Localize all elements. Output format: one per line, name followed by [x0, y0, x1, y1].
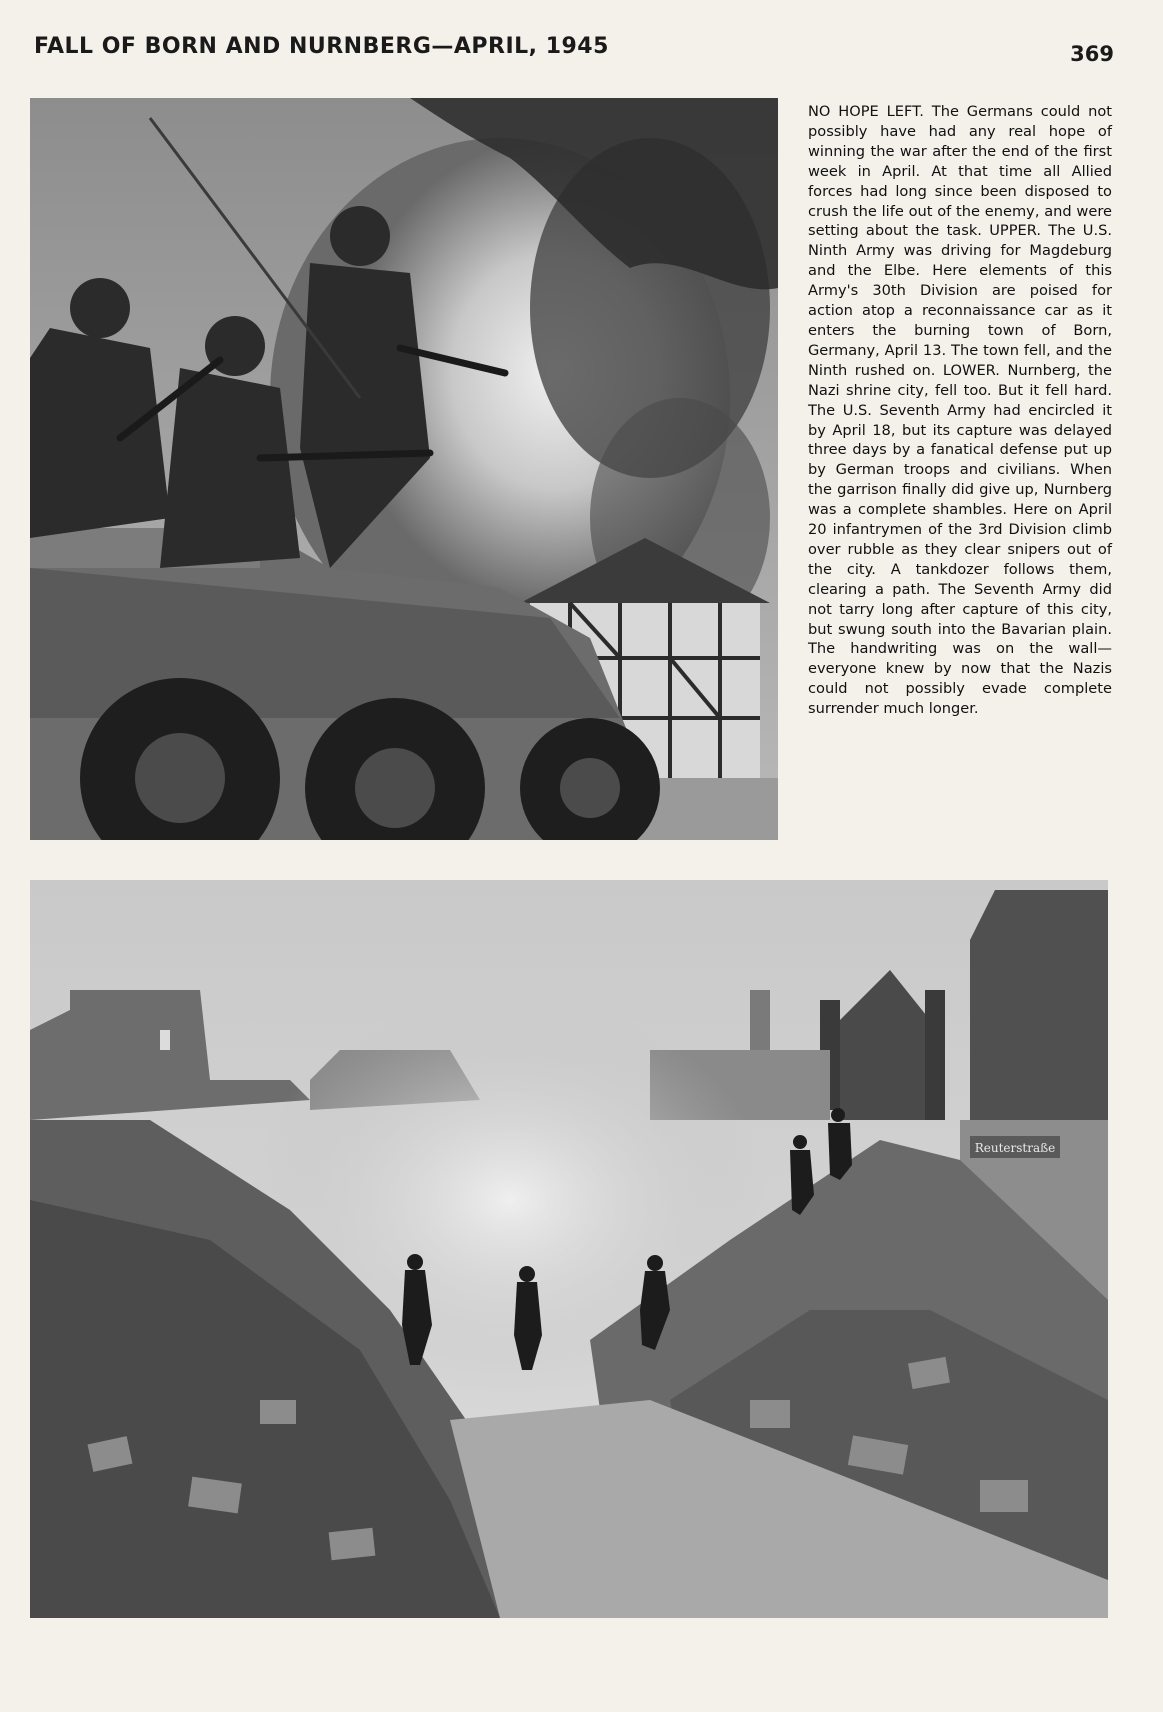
upper-photo-armored-car: [30, 98, 778, 840]
street-sign-text: Reuterstraße: [974, 1141, 1056, 1155]
lower-photo-illustration: [30, 880, 1108, 1618]
photo-caption: NO HOPE LEFT. The Germans could not possibly have had any real hope of winning the war after the end of the first week in April. At that time all Allied forces had long since been disposed to crush the life out of the enemy, and were setting about the task. UPPER. The U.S. Ninth Army was driving for Magdeburg and the Elbe. Here elements of this Army's 30th Division are poised for action atop a reconnaissance car as it enters the burning town of Born, Germany, April 13. The town fell, and the Ninth rushed on. LOWER. Nurnberg, the Nazi shrine city, fell too. But it fell hard. The U.S. Seventh Army had encircled it by April 18, but its capture was delayed three days by a fanatical defense put up by German troops and civilians. When the garrison finally did give up, Nurnberg was a complete shambles. Here on April 20 infantrymen of the 3rd Division climb over rubble as they clear snipers out of the city. A tankdozer follows them, clearing a path. The Seventh Army did not tarry long after capture of this city, but swung south into the Bavarian plain. The handwriting was on the wall—everyone knew by now that the Nazis could not possibly evade complete surrender much longer.: [808, 103, 1112, 718]
page-header: [34, 34, 1114, 70]
page-number: 369: [1070, 42, 1114, 66]
running-head-title: FALL OF BORN AND NURNBERG—APRIL, 1945: [34, 34, 609, 59]
upper-photo-illustration: [30, 98, 778, 840]
lower-photo-nurnberg-rubble: [30, 880, 1108, 1618]
